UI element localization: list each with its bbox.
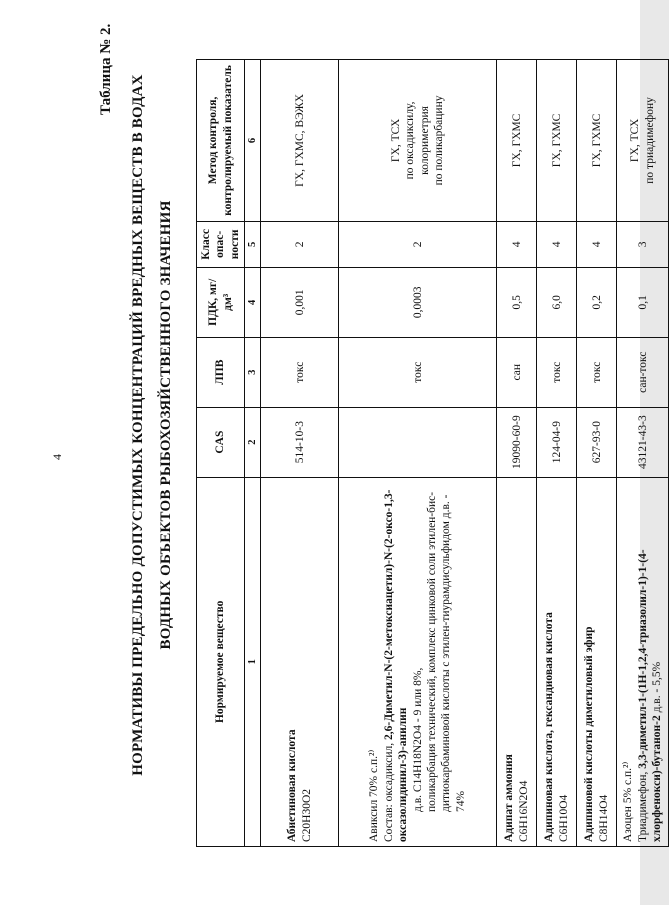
table-row [537,60,577,847]
composition-item-2: поликарбация технический, комплекс цинковой соли этилен-бис-дитиокарбаминовой кислоты с этилен-тиурамдисульфидом д.в. - 74% [425,491,467,812]
table-row [339,60,497,847]
col-header-class: Класс опас-ности [197,221,245,267]
lpv-cell: сан-токс [617,337,669,407]
col-number: 4 [245,267,261,337]
column-number-row [245,60,261,847]
cas-cell: 43121-43-3 [617,407,669,477]
lpv-cell: сан [497,337,537,407]
cas-cell: 627-93-0 [577,407,617,477]
active-substance-chem: 3,3-диметил-1-(1Н-1,2,4-триазолил-1)-1-(4-хлорфенокси)-бутанон-2 [636,549,663,842]
method-line: по триадимефону [643,97,656,184]
substance-cell [261,477,339,846]
cas-cell: 514-10-3 [261,407,339,477]
substance-name: Адипиновая кислота, гександиовая кислота [543,612,556,842]
title-line-2: ВОДНЫХ ОБЪЕКТОВ РЫБОХОЗЯЙСТВЕННОГО ЗНАЧЕНИЯ [158,200,174,650]
substance-name: Абиетиновая кислота [286,729,299,842]
col-header-method: Метод контроля, контролируемый показатель [197,60,245,222]
title-line-1: НОРМАТИВЫ ПРЕДЕЛЬНО ДОПУСТИМЫХ КОНЦЕНТРАЦИЙ ВРЕДНЫХ ВЕЩЕСТВ В ВОДАХ [130,74,146,776]
table-row [577,60,617,847]
header-row [197,60,245,847]
method-line: колориметрия [418,106,431,175]
col-number: 5 [245,221,261,267]
method-cell: ГХ, ГХМС [577,60,617,222]
composition-item-1-dose: д.в. C14H18N2O4 - 9 или 8%, [411,667,424,812]
method-cell: ГХ, ГХМС [497,60,537,222]
method-line: по оксадиксилу, [404,101,417,180]
col-number: 2 [245,407,261,477]
method-line: ГХ, ТСХ [629,118,642,163]
cas-cell [339,407,497,477]
col-number: 6 [245,60,261,222]
method-cell [617,60,669,222]
col-header-cas: CAS [197,407,245,477]
substance-cell [577,477,617,846]
composition-item-1-chem: 2,6-Диметил-N-(2-метоксиацетил)-N-(2-оксо-1,3-оксазолидинил-3)-анилин [382,489,410,842]
composition-label: Состав: [382,804,395,842]
col-number: 1 [245,477,261,846]
substance-cell [497,477,537,846]
substance-formula: C20H30O2 [300,788,313,842]
substance-name: Авиксил 70% с.п.²⁾ [368,749,381,842]
col-number: 3 [245,337,261,407]
table-row [261,60,339,847]
pdk-cell: 0,2 [577,267,617,337]
col-header-substance: Нормируемое вещество [197,477,245,846]
pdk-cell: 0,0003 [339,267,497,337]
substance-cell [339,477,497,846]
substance-formula: C8H14O4 [597,794,610,842]
pdk-cell: 6,0 [537,267,577,337]
lpv-cell: токс [537,337,577,407]
method-cell [339,60,497,222]
class-cell: 4 [497,221,537,267]
pdk-cell: 0,1 [617,267,669,337]
method-cell: ГХ, ГХМС [537,60,577,222]
composition-item-1: оксадиксил, [382,742,395,802]
substance-cell [617,477,669,846]
class-cell: 3 [617,221,669,267]
lpv-cell: токс [339,337,497,407]
lpv-cell: токс [261,337,339,407]
method-line: по поликарбацину [433,95,446,186]
page-number: 4 [50,454,64,460]
substance-formula: C6H16N2O4 [517,780,530,842]
table-label: Таблица № 2. [98,23,114,115]
substance-name: Адипат аммония [503,754,516,842]
class-cell: 2 [261,221,339,267]
substance-formula: C6H10O4 [557,794,570,842]
lpv-cell: токс [577,337,617,407]
pdk-cell: 0,5 [497,267,537,337]
active-substance-dose: д.в. - 5,5% [650,661,663,713]
table-row [617,60,669,847]
col-header-pdk: ПДК, мг/дм³ [197,267,245,337]
class-cell: 4 [577,221,617,267]
cas-cell: 19090-60-9 [497,407,537,477]
class-cell: 4 [537,221,577,267]
standards-table [196,59,669,847]
method-line: ГХ, ТСХ [390,118,402,163]
active-substance: Триадимефон, [636,771,649,842]
class-cell: 2 [339,221,497,267]
substance-name: Адипиновой кислоты диметиловый эфир [583,626,596,842]
cas-cell: 124-04-9 [537,407,577,477]
method-cell: ГХ, ГХМС, ВЭЖХ [261,60,339,222]
substance-cell [537,477,577,846]
pdk-cell: 0,001 [261,267,339,337]
table-row [497,60,537,847]
col-header-lpv: ЛПВ [197,337,245,407]
substance-name: Азоцен 5% с.п.²⁾ [622,761,635,842]
